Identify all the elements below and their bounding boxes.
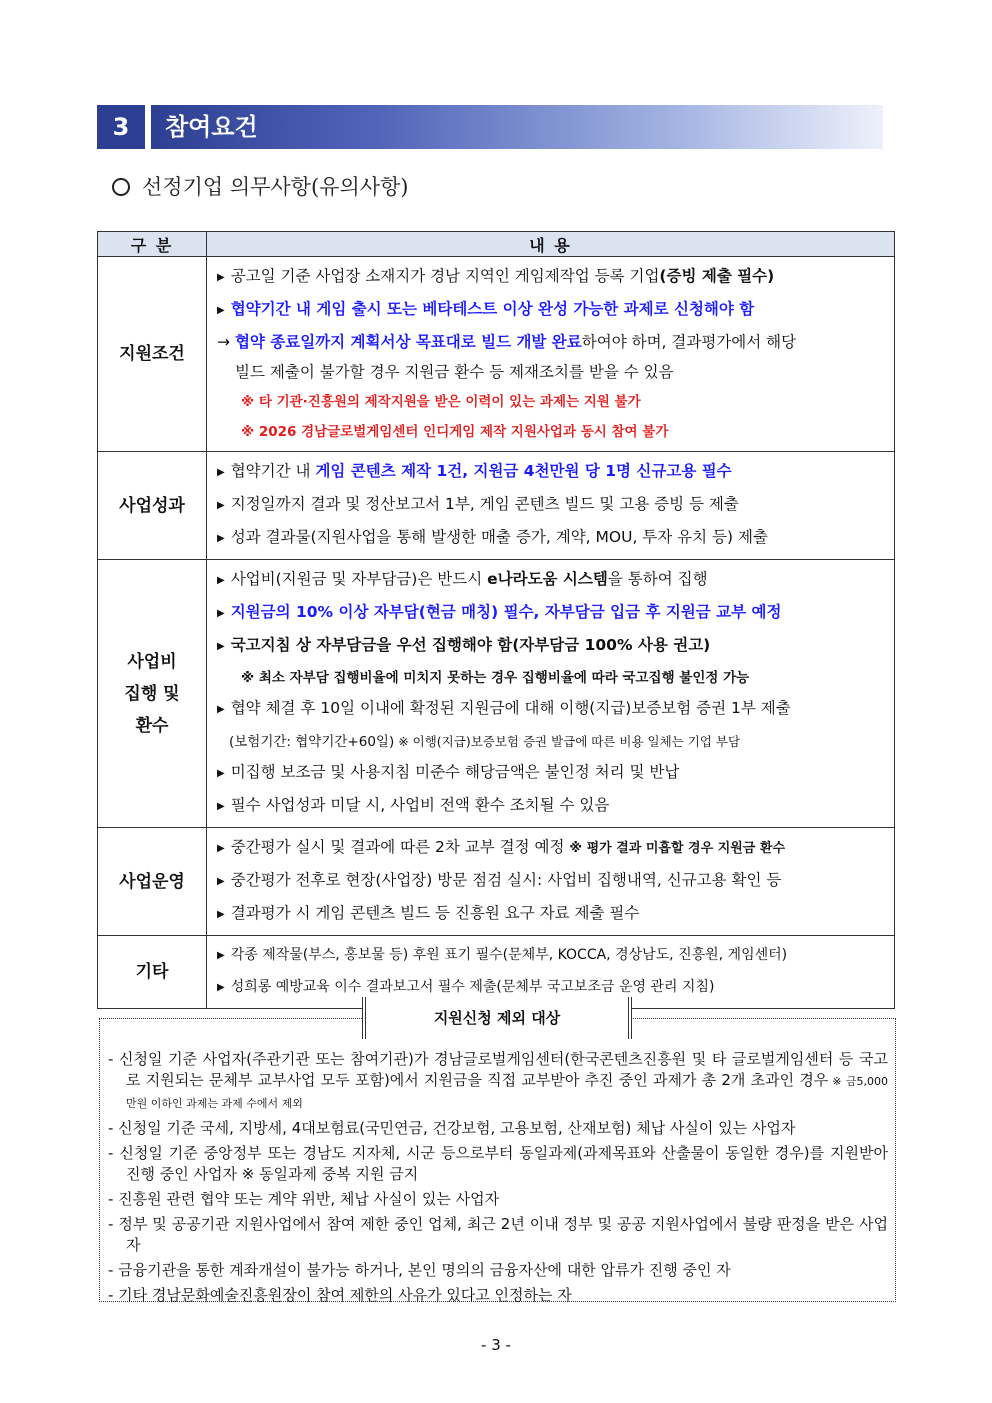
list-item: → 협약 종료일까지 계획서상 목표대로 빌드 개발 완료하여야 하며, 결과평가에서 해당 [217,333,797,351]
section-number: 3 [97,105,145,149]
list-item: ▶ 중간평가 전후로 현장(사업장) 방문 점검 실시: 사업비 집행내역, 신규고용 확인 등 [217,871,782,889]
list-item: - 신청일 기준 사업자(주관기관 또는 참여기관)가 경남글로벌게임센터(한국콘텐츠진흥원 및 타 글로벌게임센터 등 국고로 지원되는 문체부 교부사업 모두 포함)에서 지원금을 직접 교부받아 추진 중인 과제가 총 2개 초과인 경우 ※ 금5,000만원 이하인 과제는 과제 수에서 제외 [108,1050,888,1110]
list-item: ▶ 국고지침 상 자부담금을 우선 집행해야 함(자부담금 100% 사용 권고) [217,636,711,654]
triangle-bullet-icon: ▶ [217,950,225,961]
circle-bullet-icon [112,178,130,196]
table-row [98,828,895,936]
table-row [98,452,895,560]
list-item: (보험기간: 협약기간+60일) ※ 이행(지급)보증보험 증권 발급에 따른 비용 일체는 기업 부담 [229,734,741,750]
triangle-bullet-icon: ▶ [217,704,225,715]
list-item: - 신청일 기준 중앙정부 또는 경남도 지자체, 시군 등으로부터 동일과제(과제목표와 산출물이 동일한 경우)를 지원받아 진행 중인 사업자 ※ 동일과제 중복 지원 금지 [108,1144,888,1183]
list-item: ▶ 협약 체결 후 10일 이내에 확정된 지원금에 대해 이행(지급)보증보험 증권 1부 제출 [217,699,791,717]
triangle-bullet-icon: ▶ [217,876,225,887]
list-item: ▶ 성희롱 예방교육 이수 결과보고서 필수 제출(문체부 국고보조금 운영 관리 지침) [217,979,715,995]
triangle-bullet-icon: ▶ [217,533,225,544]
triangle-bullet-icon: ▶ [217,305,225,316]
notice-item: ※ 2026 경남글로벌게임센터 인디게임 제작 지원사업과 동시 참여 불가 [241,424,669,440]
header-content: 내 용 [207,232,895,257]
list-item: - 기타 경남문화예술진흥원장이 참여 제한의 사유가 있다고 인정하는 자 [108,1286,572,1304]
triangle-bullet-icon: ▶ [217,467,225,478]
list-item: ▶ 지정일까지 결과 및 정산보고서 1부, 게임 콘텐츠 빌드 및 고용 증빙 등 제출 [217,495,739,513]
list-item: ▶ 미집행 보조금 및 사용지침 미준수 해당금액은 불인정 처리 및 반납 [217,763,680,781]
header-category: 구 분 [98,232,207,257]
list-item: - 정부 및 공공기관 지원사업에서 참여 제한 중인 업체, 최근 2년 이내 정부 및 공공 지원사업에서 불량 판정을 받은 사업자 [108,1215,888,1254]
triangle-bullet-icon: ▶ [217,909,225,920]
list-item: ▶ 협약기간 내 게임 출시 또는 베타테스트 이상 완성 가능한 과제로 신청해야 함 [217,300,755,318]
row-category: 기타 [98,936,207,1009]
list-item: ▶ 중간평가 실시 및 결과에 따른 2차 교부 결정 예정 ※ 평가 결과 미흡할 경우 지원금 환수 [217,838,786,856]
row-category: 사업성과 [98,452,207,560]
section-header [97,105,883,149]
list-item: - 금융기관을 통한 계좌개설이 불가능 하거나, 본인 명의의 금융자산에 대한 압류가 진행 중인 자 [108,1261,731,1279]
row-content [207,560,895,828]
list-item: ▶ 성과 결과물(지원사업을 통해 발생한 매출 증가, 계약, MOU, 투자 유치 등) 제출 [217,528,768,546]
list-item: ▶ 필수 사업성과 미달 시, 사업비 전액 환수 조치될 수 있음 [217,796,610,814]
triangle-bullet-icon: ▶ [217,982,225,993]
triangle-bullet-icon: ▶ [217,575,225,586]
row-content [207,452,895,560]
list-item: 빌드 제출이 불가할 경우 지원금 환수 등 제재조치를 받을 수 있음 [235,363,674,381]
list-item: - 진흥원 관련 협약 또는 계약 위반, 체납 사실이 있는 사업자 [108,1190,500,1208]
row-content [207,828,895,936]
section-title: 참여요건 [151,105,883,149]
list-item: - 신청일 기준 국세, 지방세, 4대보험료(국민연금, 건강보험, 고용보험, 산재보험) 체납 사실이 있는 사업자 [108,1119,796,1137]
list-item: ▶ 지원금의 10% 이상 자부담(현금 매칭) 필수, 자부담금 입금 후 지원금 교부 예정 [217,603,782,621]
table-header-row [98,232,895,257]
triangle-bullet-icon: ▶ [217,843,225,854]
exclusion-title: 지원신청 제외 대상 [362,997,632,1039]
notice-item: ※ 최소 자부담 집행비율에 미치지 못하는 경우 집행비율에 따라 국고집행 불인정 가능 [241,670,750,686]
notice-item: ※ 타 기관·진흥원의 제작지원을 받은 이력이 있는 과제는 지원 불가 [241,394,641,410]
list-item: ▶ 각종 제작물(부스, 홍보물 등) 후원 표기 필수(문체부, KOCCA, 경상남도, 진흥원, 게임센터) [217,947,788,963]
list-item: ▶ 협약기간 내 게임 콘텐츠 제작 1건, 지원금 4천만원 당 1명 신규고용 필수 [217,462,732,480]
triangle-bullet-icon: ▶ [217,500,225,511]
exclusion-list [108,1049,888,1310]
triangle-bullet-icon: ▶ [217,801,225,812]
row-category: 사업비 집행 및 환수 [98,560,207,828]
list-item: ▶ 공고일 기준 사업장 소재지가 경남 지역인 게임제작업 등록 기업(증빙 제출 필수) [217,267,775,285]
triangle-bullet-icon: ▶ [217,641,225,652]
row-category: 지원조건 [98,257,207,452]
page-number: - 3 - [481,1336,511,1354]
triangle-bullet-icon: ▶ [217,768,225,779]
arrow-icon: → [217,333,230,351]
row-content [207,257,895,452]
row-category: 사업운영 [98,828,207,936]
subheading [112,171,409,201]
list-item: ▶ 결과평가 시 게임 콘텐츠 빌드 등 진흥원 요구 자료 제출 필수 [217,904,640,922]
requirements-table [97,231,895,1009]
table-row [98,560,895,828]
subheading-text: 선정기업 의무사항(유의사항) [142,175,409,199]
list-item: ▶ 사업비(지원금 및 자부담금)은 반드시 e나라도움 시스템을 통하여 집행 [217,570,708,588]
triangle-bullet-icon: ▶ [217,608,225,619]
exclusion-box [99,1018,896,1302]
table-row [98,257,895,452]
triangle-bullet-icon: ▶ [217,272,225,283]
